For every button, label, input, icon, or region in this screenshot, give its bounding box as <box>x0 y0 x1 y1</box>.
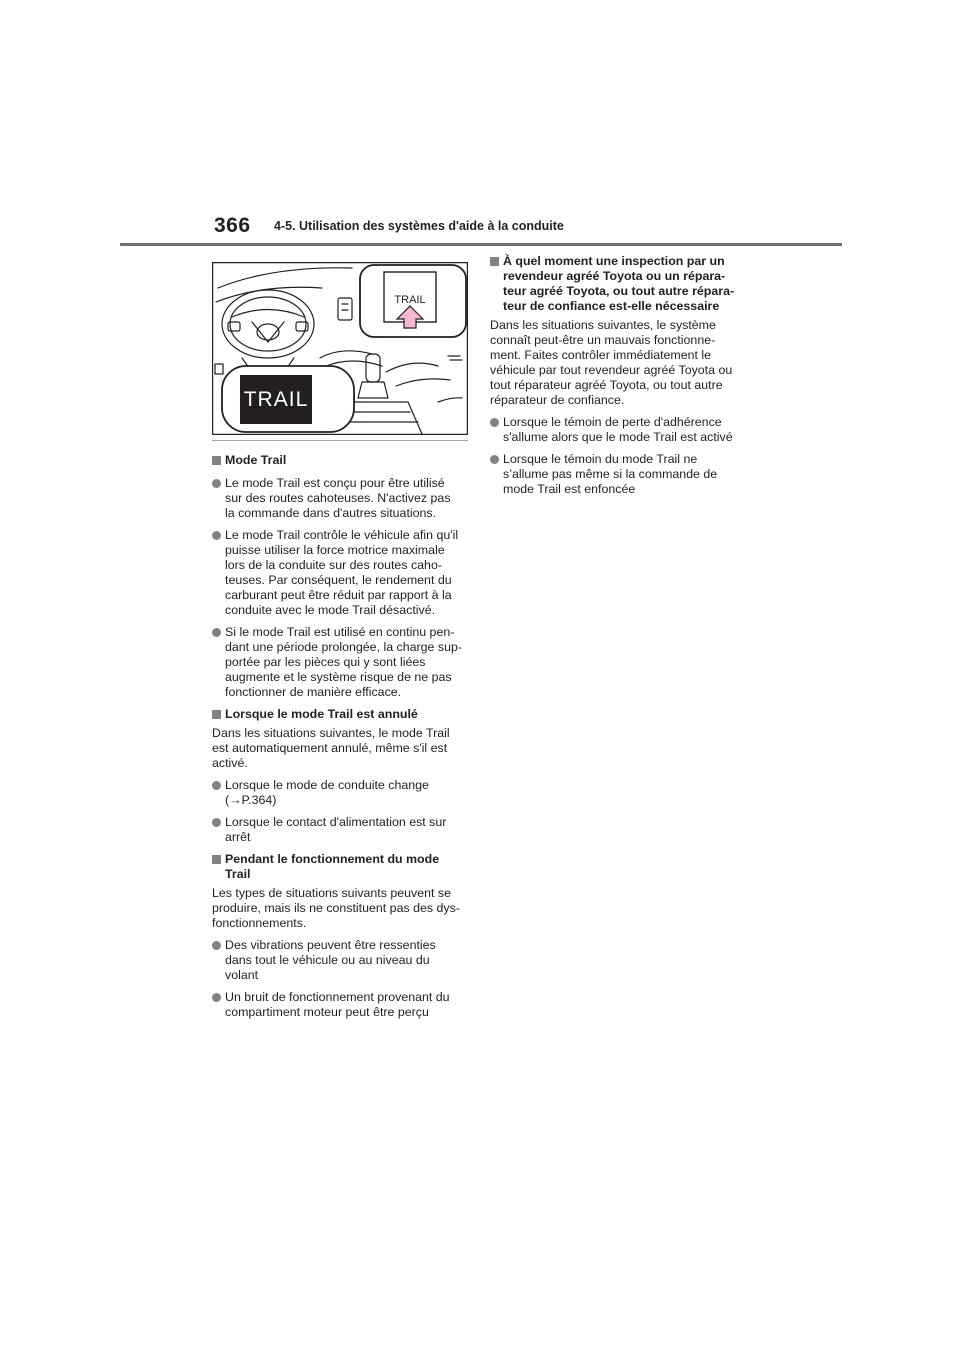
text-line: Le mode Trail est conçu pour être utilisé <box>225 476 445 490</box>
text-line: arrêt <box>225 830 251 844</box>
left-column <box>212 453 474 1027</box>
heading-text: revendeur agréé Toyota ou un répara- <box>503 269 726 283</box>
square-bullet-icon <box>212 456 221 465</box>
text-line: Lorsque le contact d'alimentation est sur <box>225 815 447 829</box>
round-bullet-icon <box>212 818 221 827</box>
indicator-label: TRAIL <box>243 388 309 411</box>
list-item <box>212 815 474 845</box>
heading-operation <box>212 852 474 882</box>
text-line: fonctionnements. <box>212 916 307 930</box>
text-line: mode Trail est enfoncée <box>503 482 636 496</box>
text-line: Si le mode Trail est utilisé en continu pen- <box>225 625 455 639</box>
text-line: Les types de situations suivants peuvent se <box>212 886 452 900</box>
page-number: 366 <box>214 214 251 237</box>
list-item <box>212 528 474 618</box>
text-line: réparateur de confiance. <box>490 393 625 407</box>
right-column <box>490 254 752 504</box>
round-bullet-icon <box>212 781 221 790</box>
list-item <box>212 990 474 1020</box>
text-line: Lorsque le mode de conduite change <box>225 778 429 792</box>
text-line: Des vibrations peuvent être ressenties <box>225 938 436 952</box>
header-rule <box>120 243 842 246</box>
round-bullet-icon <box>212 628 221 637</box>
text-line: volant <box>225 968 259 982</box>
text-line: Un bruit de fonctionnement provenant du <box>225 990 450 1004</box>
heading-inspection <box>490 254 752 314</box>
list-item <box>490 415 752 445</box>
text-line: Lorsque le témoin du mode Trail ne <box>503 452 698 466</box>
round-bullet-icon <box>490 455 499 464</box>
heading-text: Pendant le fonctionnement du mode <box>225 852 440 866</box>
text-line: conduite avec le mode Trail désactivé. <box>225 603 436 617</box>
text-line: dans tout le véhicule ou au niveau du <box>225 953 430 967</box>
list-item <box>212 476 474 521</box>
square-bullet-icon <box>212 855 221 864</box>
round-bullet-icon <box>212 993 221 1002</box>
text-line: est automatiquement annulé, même s'il est <box>212 741 448 755</box>
heading-text: Lorsque le mode Trail est annulé <box>225 707 418 721</box>
text-line: la commande dans d'autres situations. <box>225 506 437 520</box>
list-item <box>212 625 474 700</box>
text-line: portée par les pièces qui y sont liées <box>225 655 426 669</box>
text-line: connaît peut-être un mauvais fonctionne- <box>490 333 716 347</box>
figure-rule <box>212 440 468 441</box>
text-line: Lorsque le témoin de perte d'adhérence <box>503 415 722 429</box>
list-item <box>212 938 474 983</box>
text-line: Dans les situations suivantes, le mode Trail <box>212 726 450 740</box>
trail-switch-illustration <box>212 262 468 435</box>
round-bullet-icon <box>490 418 499 427</box>
heading-text: teur de confiance est-elle nécessaire <box>503 299 720 313</box>
text-line: véhicule par tout revendeur agréé Toyota ou <box>490 363 733 377</box>
text-line: lors de la conduite sur des routes caho- <box>225 558 442 572</box>
paragraph <box>212 726 474 771</box>
text-line: ment. Faites contrôler immédiatement le <box>490 348 712 362</box>
switch-label: TRAIL <box>394 294 426 306</box>
paragraph <box>212 886 474 931</box>
text-line: dant une période prolongée, la charge sup- <box>225 640 462 654</box>
heading-text: À quel moment une inspection par un <box>503 254 725 268</box>
text-line: compartiment moteur peut être perçu <box>225 1005 429 1019</box>
page-reference-link[interactable]: (→P.364) <box>225 793 277 807</box>
list-item <box>212 778 474 808</box>
heading-text: Mode Trail <box>225 453 287 467</box>
heading-text: Trail <box>225 867 251 881</box>
heading-text: teur agréé Toyota, ou tout autre répara- <box>503 284 735 298</box>
round-bullet-icon <box>212 479 221 488</box>
text-line: Le mode Trail contrôle le véhicule afin qu'il <box>225 528 459 542</box>
text-line: fonctionner de manière efficace. <box>225 685 402 699</box>
text-line: carburant peut être réduit par rapport à la <box>225 588 452 602</box>
text-line: puisse utiliser la force motrice maximale <box>225 543 445 557</box>
heading-cancel <box>212 707 474 722</box>
text-line: produire, mais ils ne constituent pas des dys- <box>212 901 460 915</box>
text-line: teuses. Par conséquent, le rendement du <box>225 573 452 587</box>
list-item <box>490 452 752 497</box>
square-bullet-icon <box>212 710 221 719</box>
text-line: sur des routes cahoteuses. N'activez pas <box>225 491 451 505</box>
heading-mode-trail <box>212 453 474 468</box>
text-line: s’allume pas même si la commande de <box>503 467 718 481</box>
text-line: activé. <box>212 756 248 770</box>
text-line: Dans les situations suivantes, le système <box>490 318 716 332</box>
paragraph <box>490 318 752 408</box>
square-bullet-icon <box>490 257 499 266</box>
section-title: 4-5. Utilisation des systèmes d'aide à la conduite <box>274 219 564 233</box>
round-bullet-icon <box>212 531 221 540</box>
text-line: augmente et le système risque de ne pas <box>225 670 452 684</box>
round-bullet-icon <box>212 941 221 950</box>
text-line: s'allume alors que le mode Trail est activé <box>503 430 733 444</box>
text-line: tout réparateur agréé Toyota, ou tout autre <box>490 378 723 392</box>
